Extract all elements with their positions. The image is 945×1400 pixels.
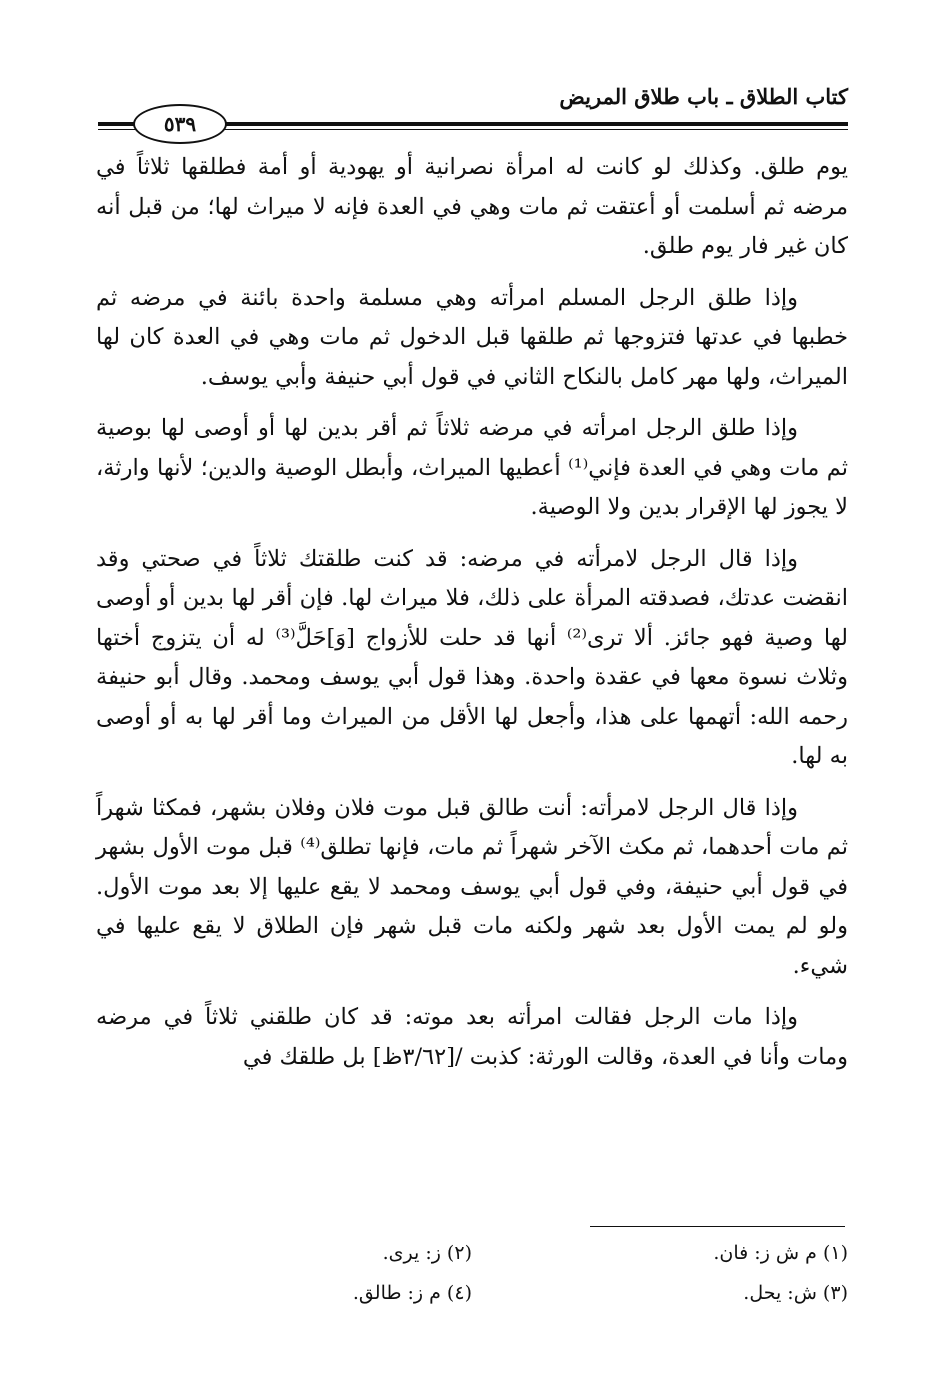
footnote-2: (٢) ز: يرى.	[382, 1242, 472, 1264]
paragraph-4: وإذا قال الرجل لامرأته في مرضه: قد كنت طلقتك ثلاثاً في صحتي وقد انقضت عدتك، فصدقته المرأة على ذلك، فلا ميراث لها. فإن أقر لها بدين أو أوصى لها وصية فهو جائز. ألا ترى⁽²⁾ أنها قد حلت للأزواج [وَ]حَلَّ⁽³⁾ له أن يتزوج أختها وثلاث نسوة معها في عقدة واحدة. وهذا قول أبي يوسف ومحمد. وقال أبو حنيفة رحمه الله: أتهمها على هذا، وأجعل لها الأقل من الميراث وما أقر لها به أو أوصى به لها.	[96, 545, 848, 769]
paragraph-6: وإذا مات الرجل فقالت امرأته بعد موته: قد كان طلقني ثلاثاً في مرضه ومات وأنا في العدة، وقالت الورثة: كذبت /[٣/٦٢ظ] بل طلقك في	[96, 1004, 848, 1070]
footnote-separator	[590, 1226, 845, 1227]
main-text	[96, 148, 848, 1089]
paragraph-1: يوم طلق. وكذلك لو كانت له امرأة نصرانية أو يهودية أو أمة فطلقها ثلاثاً في مرضه ثم أسلمت أو أعتقت ثم مات وهي في العدة فإنه لا ميراث لها؛ من قبل أنه كان غير فار يوم طلق.	[96, 154, 848, 259]
running-title: كتاب الطلاق ـ باب طلاق المريض	[559, 84, 848, 109]
page-number: ٥٣٩	[133, 104, 227, 144]
paragraph-5: وإذا قال الرجل لامرأته: أنت طالق قبل موت فلان وفلان بشهر، فمكثا شهراً ثم مات أحدهما، ثم مكث الآخر شهراً ثم مات، فإنها تطلق⁽⁴⁾ قبل موت الأول بشهر في قول أبي حنيفة، وفي قول أبي يوسف ومحمد لا يقع عليها إلا بعد موت الأول. ولو لم يمت الأول بعد شهر ولكنه مات قبل شهر فإن الطلاق لا يقع عليها في شيء.	[96, 794, 848, 979]
footnote-1: (١) م ش ز: فان.	[713, 1242, 848, 1264]
paragraph-3: وإذا طلق الرجل امرأته في مرضه ثلاثاً ثم أقر بدين لها أو أوصى لها بوصية ثم مات وهي في العدة فإني⁽¹⁾ أعطيها الميراث، وأبطل الوصية والدين؛ لأنها وارثة، لا يجوز لها الإقرار بدين ولا الوصية.	[96, 415, 848, 520]
footnote-4: (٤) م ز: طالق.	[352, 1282, 472, 1304]
paragraph-2: وإذا طلق الرجل المسلم امرأته وهي مسلمة واحدة بائنة في مرضه ثم خطبها في عدتها فتزوجها ثم طلقها قبل الدخول ثم مات وهي في العدة كان لها الميراث، ولها مهر كامل بالنكاح الثاني في قول أبي حنيفة وأبي يوسف.	[96, 284, 848, 390]
footnotes	[96, 1238, 848, 1308]
page-header	[98, 78, 848, 136]
footnote-3: (٣) ش: يحل.	[743, 1282, 848, 1304]
